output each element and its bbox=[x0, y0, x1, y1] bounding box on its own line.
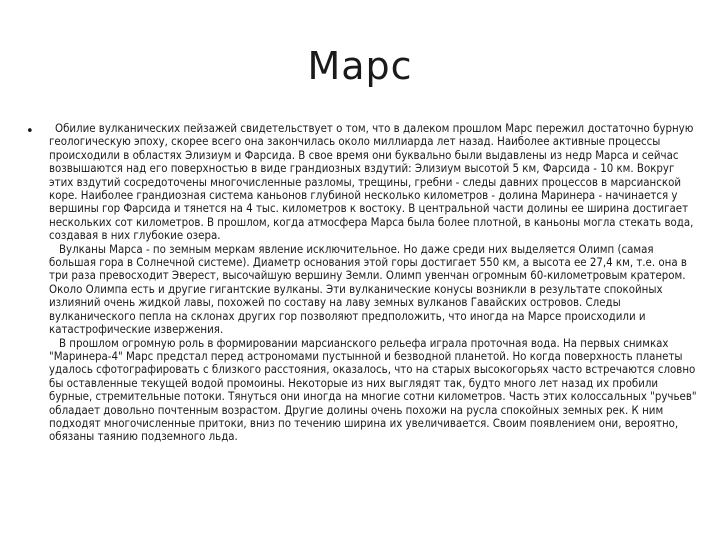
paragraph-flowing-water: В прошлом огромную роль в формировании марсианского рельефа играла проточная вода. На первых снимках "Маринера-4" Марс предстал перед астрономами пустынной и безводной планетой. Но когда поверхность планеты удалось сфотографировать с близкого расстояния, оказалось, что на старых высокогорьях часто встречаются словно бы оставленные текущей водой промоины. Некоторые из них выглядят так, будто много лет назад их пробили бурные, стремительные потоки. Тянуться они иногда на многие сотни километров. Часть этих колоссальных "ручьев" обладает довольно почтенным возрастом. Другие долины очень похожи на русла спокойных земных рек. К ним подходят многочисленные притоки, вниз по течению ширина их увеличивается. Своим появлением они, вероятно, обязаны таянию подземного льда. bbox=[49, 335, 697, 444]
paragraph-mars-volcanoes: Вулканы Марса - по земным меркам явление исключительное. Но даже среди них выделяется Олимп (самая большая гора в Солнечной системе). Диаметр основания этой горы достигает 550 км, а высота ее 27,4 км, т.е. она в три раза превосходит Эверест, высочайшую вершину Земли. Олимп увенчан огромным 60-километровым кратером. Около Олимпа есть и другие гигантские вулканы. Эти вулканические конусы возникли в результате спокойных излияний очень жидкой лавы, похожей по составу на лаву земных вулканов Гавайских островов. Следы вулканического пепла на склонах других гор позволяют предположить, что иногда на Марсе происходили и катастрофические извержения. bbox=[49, 241, 687, 337]
slide-title: Марс bbox=[307, 44, 413, 88]
paragraph-volcanic-landscapes: Обилие вулканических пейзажей свидетельствует о том, что в далеком прошлом Марс пережил достаточно бурную геологическую эпоху, скорее всего она закончилась около миллиарда лет назад. Наиболее активные процессы происходили в областях Элизиум и Фарсида. В свое время они буквально были выдавлены из недр Марса и сейчас возвышаются над его поверхностью в виде грандиозных вздутий: Элизиум высотой 5 км, Фарсида - 10 км. Вокруг этих вздутий сосредоточены многочисленные разломы, трещины, гребни - следы давних процессов в марсианской коре. Наиболее грандиозная система каньонов глубиной несколько километров - долина Маринера - начинается у вершины гор Фарсида и тянется на 4 тыс. километров к востоку. В центральной части долины ее ширина достигает нескольких сот километров. В прошлом, когда атмосфера Марса была более плотной, в каньоны могла стекать вода, создавая в них глубокие озера. bbox=[49, 121, 694, 243]
slide-body bbox=[49, 122, 697, 444]
bullet-marker: • bbox=[26, 124, 34, 139]
